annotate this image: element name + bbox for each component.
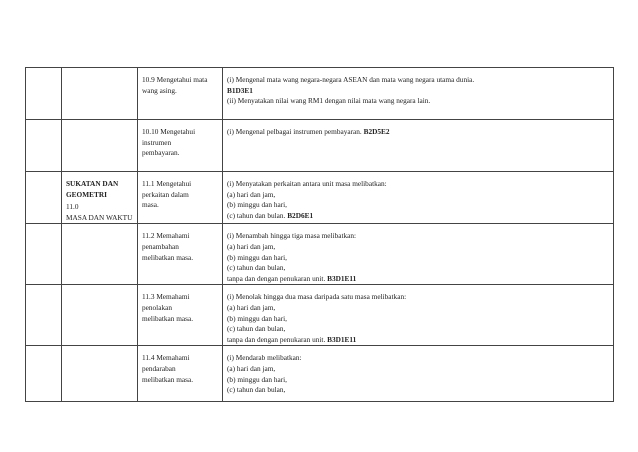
cell-performance-standard: [223, 224, 614, 285]
cell-line: (b) minggu dan hari,: [227, 374, 287, 384]
cell-line: penolakan: [142, 302, 172, 312]
cell-line: perkaitan dalam: [142, 189, 189, 199]
cell-line: (b) minggu dan hari,: [227, 252, 287, 262]
cell-blank: [26, 285, 62, 346]
table-row: [26, 224, 614, 285]
cell-line: B1D3E1: [227, 85, 253, 95]
cell-topic: [62, 172, 138, 224]
table-body: [26, 68, 614, 402]
cell-line: (ii) Menyatakan nilai wang RM1 dengan nilai mata wang negara lain.: [227, 96, 431, 106]
cell-performance-standard: [223, 172, 614, 224]
cell-line: 10.9 Mengetahui mata: [142, 75, 208, 84]
cell-performance-standard: [223, 285, 614, 346]
cell-learning-standard: [138, 172, 223, 224]
cell-line: (c) tahun dan bulan,: [227, 263, 286, 273]
cell-line: (i) Menyatakan perkaitan antara unit masa melibatkan:: [227, 179, 387, 188]
cell-blank: [26, 68, 62, 120]
cell-topic: [62, 285, 138, 346]
cell-learning-standard: [138, 224, 223, 285]
cell-line: 11.3 Memahami: [142, 292, 190, 302]
cell-line: masa.: [142, 200, 159, 210]
table-row: [26, 120, 614, 172]
cell-line: (c) tahun dan bulan,: [227, 385, 286, 395]
cell-line: (c) tahun dan bulan.: [227, 210, 286, 220]
cell-line: (i) Menambah hingga tiga masa melibatkan:: [227, 231, 357, 241]
cell-topic: [62, 346, 138, 402]
cell-line: (c) tahun dan bulan,: [227, 324, 286, 334]
cell-line: pembayaran.: [142, 148, 180, 158]
cell-line-with-code: [227, 127, 609, 138]
cell-topic: [62, 120, 138, 172]
cell-line: SUKATAN DAN: [66, 179, 119, 188]
cell-line: (a) hari dan jam,: [227, 189, 276, 199]
cell-line: wang asing.: [142, 85, 177, 95]
cell-learning-standard: [138, 68, 223, 120]
table-row: [26, 68, 614, 120]
cell-line: 11.0: [66, 202, 79, 212]
cell-line: tanpa dan dengan penukaran unit.: [227, 334, 326, 344]
cell-line: 11.2 Memahami: [142, 231, 190, 241]
cell-line: (b) minggu dan hari,: [227, 200, 287, 210]
cell-line: (b) minggu dan hari,: [227, 313, 287, 323]
table-row: [26, 285, 614, 346]
cell-topic: [62, 224, 138, 285]
cell-line: (i) Mengenal pelbagai instrumen pembayaran.: [227, 127, 362, 136]
cell-line: (a) hari dan jam,: [227, 302, 276, 312]
cell-blank: [26, 346, 62, 402]
cell-performance-standard: [223, 68, 614, 120]
cell-line: pendaraban: [142, 363, 176, 373]
cell-line: 11.4 Memahami: [142, 353, 190, 363]
cell-line: (a) hari dan jam,: [227, 363, 276, 373]
cell-line: (i) Mengenal mata wang negara-negara ASEAN dan mata wang negara utama dunia.: [227, 75, 475, 84]
standard-code: B3D1E11: [327, 334, 357, 344]
table-row: [26, 346, 614, 402]
cell-line-with-code: [227, 335, 609, 346]
cell-blank: [26, 224, 62, 285]
cell-topic: [62, 68, 138, 120]
standard-code: B2D5E2: [363, 127, 390, 136]
cell-line: melibatkan masa.: [142, 374, 194, 384]
cell-line-with-code: [227, 274, 609, 285]
cell-line: melibatkan masa.: [142, 313, 194, 323]
cell-learning-standard: [138, 346, 223, 402]
cell-line: instrumen: [142, 137, 172, 147]
standard-code: B3D1E11: [327, 273, 357, 283]
cell-line: 10.10 Mengetahui: [142, 127, 196, 136]
cell-line: penambahan: [142, 241, 179, 251]
cell-line: 11.1 Mengetahui: [142, 179, 192, 188]
cell-line: (i) Mendarab melibatkan:: [227, 353, 302, 363]
cell-learning-standard: [138, 120, 223, 172]
cell-line: melibatkan masa.: [142, 252, 194, 262]
cell-blank: [26, 172, 62, 224]
cell-line: tanpa dan dengan penukaran unit.: [227, 273, 326, 283]
cell-line: (i) Menolak hingga dua masa daripada satu masa melibatkan:: [227, 292, 407, 302]
cell-performance-standard: [223, 120, 614, 172]
cell-line: GEOMETRI: [66, 189, 107, 199]
cell-line: MASA DAN WAKTU: [66, 212, 133, 222]
cell-blank: [26, 120, 62, 172]
cell-learning-standard: [138, 285, 223, 346]
curriculum-table: [25, 67, 614, 402]
cell-line-with-code: [227, 211, 609, 222]
cell-performance-standard: [223, 346, 614, 402]
standard-code: B2D6E1: [287, 210, 314, 220]
table-row: [26, 172, 614, 224]
cell-line: (a) hari dan jam,: [227, 241, 276, 251]
